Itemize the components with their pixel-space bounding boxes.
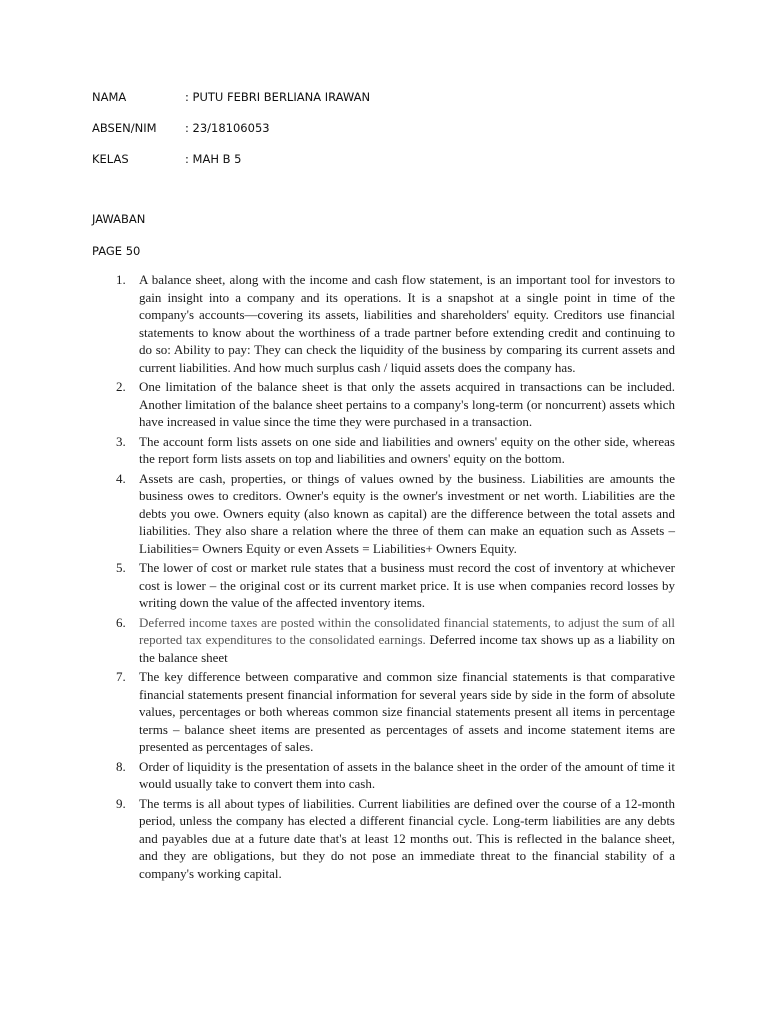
answer-item-2: [0, 378, 768, 431]
answer-item-7: [0, 668, 768, 756]
answer-text: The account form lists assets on one side and liabilities and owners' equity on the other side, whereas the report form lists assets on top and liabilities and owners' equity on the bottom.: [139, 433, 675, 466]
answer-number: 4.: [116, 470, 126, 486]
answer-text: [139, 614, 675, 667]
answer-item-3: [0, 433, 768, 468]
answer-number: 9.: [116, 795, 126, 811]
answer-text: The lower of cost or market rule states that a business must record the cost of inventory at whichever cost is lower – the original cost or its current market price. It is use when companies record losses by writing down the value of the affected inventory items.: [139, 560, 675, 610]
header-row-kelas: [92, 152, 241, 166]
answer-text-rest: Deferred income tax shows up as a liability on the balance sheet: [139, 632, 675, 665]
page-label: PAGE 50: [92, 244, 141, 258]
section-title: JAWABAN: [92, 212, 146, 226]
answer-number: 5.: [116, 560, 126, 575]
answer-number: 1.: [116, 272, 126, 287]
answer-text: Assets are cash, properties, or things of values owned by the business. Liabilities are amounts the business owes to creditors. Owner's equity is the owner's investment or net worth. Liabilities are the debts you owe. Owners equity (also known as capital) are the difference between the total assets and liabilities. They also share a relation where the three of them can make an equation such as Assets – Liabilities= Owners Equity or even Assets = Liabilities+ Owners Equity.: [139, 470, 675, 556]
nama-label: NAMA: [92, 90, 127, 104]
answer-number: 8.: [116, 758, 126, 774]
answer-item-8: [0, 758, 768, 793]
kelas-label: KELAS: [92, 152, 129, 166]
answer-text: Order of liquidity is the presentation of assets in the balance sheet in the order of the amount of time it would usually take to convert them into cash.: [139, 758, 675, 791]
answer-item-1: [0, 271, 768, 376]
absen-value: : 23/18106053: [185, 121, 270, 135]
answer-item-4: [0, 470, 768, 558]
answer-number: 7.: [116, 669, 126, 684]
header-row-nama: [92, 90, 370, 104]
answer-number: 2.: [116, 379, 126, 394]
nama-value: : PUTU FEBRI BERLIANA IRAWAN: [185, 90, 371, 104]
header-row-absen: [92, 121, 270, 135]
absen-label: ABSEN/NIM: [92, 121, 157, 135]
answer-text: One limitation of the balance sheet is that only the assets acquired in transactions can be included. Another limitation of the balance sheet pertains to a company's long-term (or noncurrent) assets which have increased in value since the time they were purchased in a transaction.: [139, 379, 675, 429]
answer-item-6: [0, 614, 768, 667]
answer-list: [0, 271, 768, 884]
answer-text: The key difference between comparative and common size financial statements is that comparative financial statements present financial information for several years side by side in the form of absolute values, percentages or both whereas common size financial statements present all items in percentage terms – balance sheet items are presented as percentages of assets and income statement items are presented as percentages of sales.: [139, 669, 675, 754]
answer-item-9: [0, 795, 768, 883]
kelas-value: : MAH B 5: [185, 152, 242, 166]
answer-number: 6.: [116, 614, 126, 630]
answer-text: The terms is all about types of liabilities. Current liabilities are defined over the course of a 12-month period, unless the company has elected a different financial cycle. Long-term liabilities are any debts and payables due at a future date that's at least 12 months out. This is reflected in the balance sheet, and they are obligations, but they do not pose an immediate threat to the financial stability of a company's working capital.: [139, 795, 675, 881]
answer-item-5: [0, 559, 768, 612]
answer-text: A balance sheet, along with the income and cash flow statement, is an important tool for investors to gain insight into a company and its operations. It is a snapshot at a single point in time of the company's accounts—covering its assets, liabilities and shareholders' equity. Creditors use financial statements to know about the worthiness of a trade partner before extending credit and continuing to do so: Ability to pay: They can check the liquidity of the business by comparing its current assets and current liabilities. And how much surplus cash / liquid assets does the company has.: [139, 272, 675, 375]
answer-number: 3.: [116, 433, 126, 449]
answer-text-quoted: Deferred income taxes are posted within the consolidated financial statements, to adjust the sum of all reported tax expenditures to the consolidated earnings.: [139, 614, 675, 647]
